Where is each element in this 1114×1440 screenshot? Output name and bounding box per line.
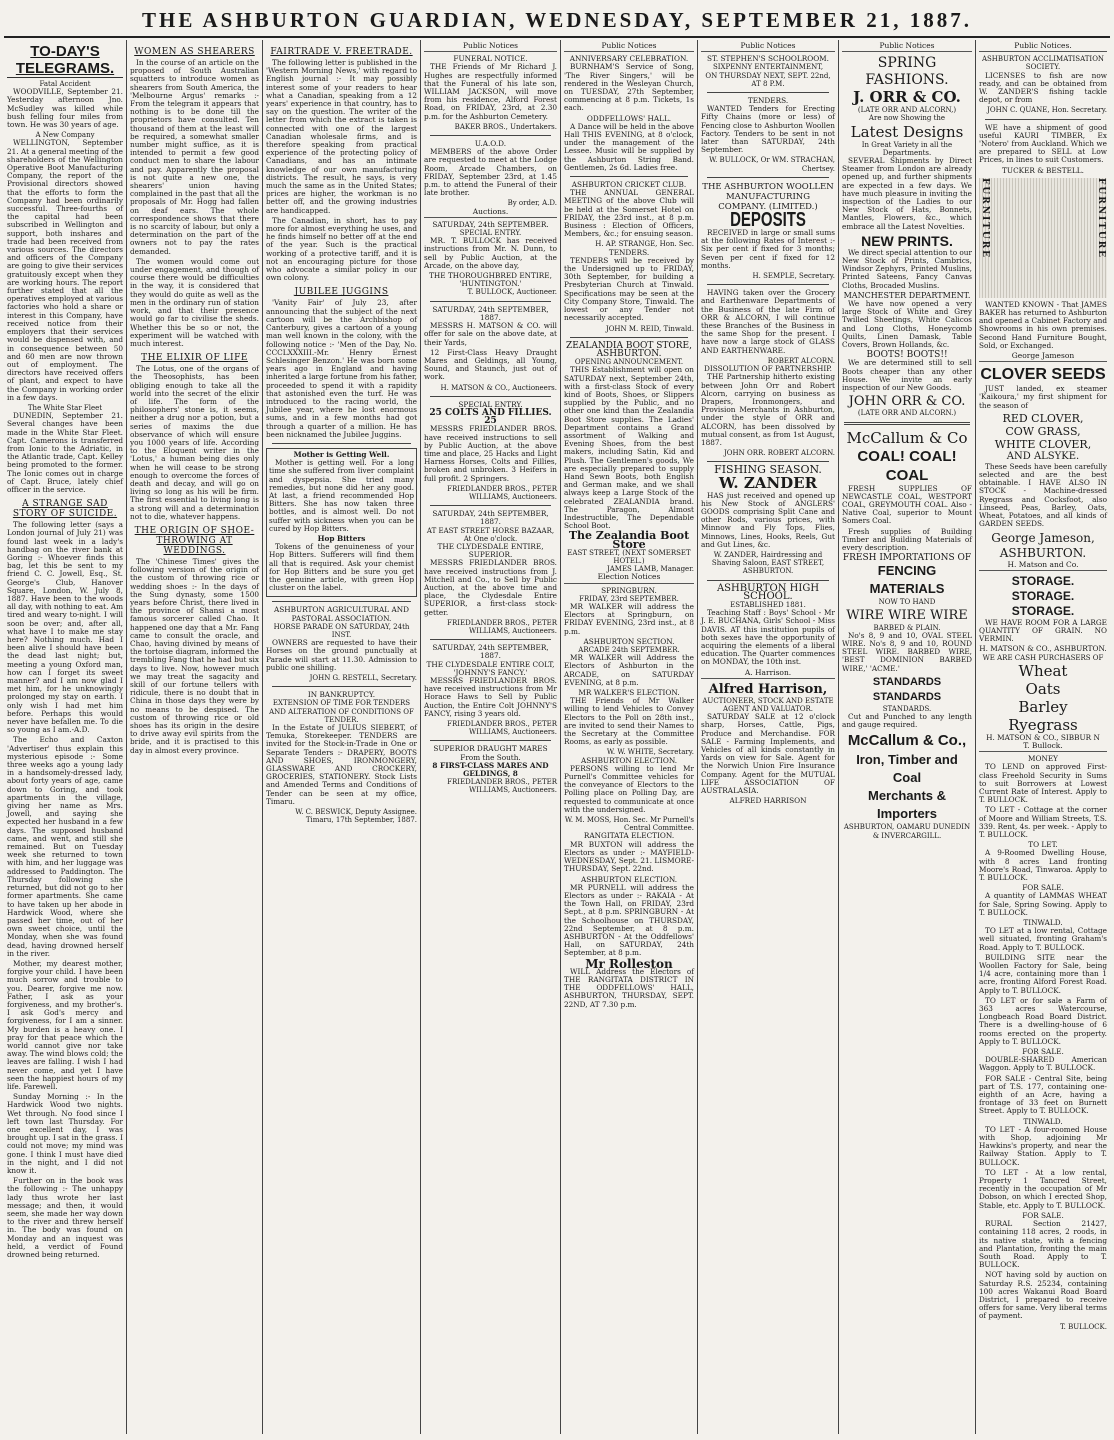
advertiser-subname: (LATE ORR AND ALCORN.) bbox=[857, 409, 957, 418]
article-paragraph: In the course of an article on the proposed of South Australian squatters to introduce women as shearers from South America, the 'Melbourne Argus' remarks :- From the telegram it appears that nothing is to be done till the proprietors have consulted. Ten thousand of them at the least will be required, a somewhat smaller number might suffice, as it is intended to permit a few good conduct men to share the labour and pay. Apparently the proposal is not quite a new one, the shearers' union having complained in the past that all the proposals of Mr. Hogg had fallen on deaf ears. The whole correspondence shows that there is no scarcity of labour, but only a determination on the part of the owners not to pay the rates demanded. bbox=[130, 58, 259, 256]
divider bbox=[707, 92, 829, 93]
notice-text: WILL Address the Electors of THE RANGITATA DISTRICT IN THE ODDFELLOWS' HALL, ASHBURTON, THURSDAY, SEPT. 22ND, AT 7.30 p.m. bbox=[564, 966, 694, 1009]
ad-subheading: FRESH IMPORTATIONS OF bbox=[842, 553, 972, 564]
notice-text: THE Friends of Mr Walker willing to lend Vehicles to Convey Electors to the Poll on 28th inst., are invited to send their Names to the Secretary at the Committee Rooms, as early as possible. bbox=[564, 696, 694, 747]
notice-heading: ASHBURTON SECTION. bbox=[583, 636, 675, 646]
notice-signature: BAKER BROS., Undertakers. bbox=[454, 122, 557, 131]
notice-date: ARCADE 24th SEPTEMBER. bbox=[578, 646, 680, 655]
notice-text: A quantity of LAMMAS WHEAT for Sale, Spring Sowing. Apply to T. BULLOCK. bbox=[979, 891, 1107, 917]
notice-text: TO LET - A four-roomed House with Shop, adjoining Mr Hawkins's property, and near the Railway Station. Apply to T. BULLOCK. bbox=[979, 1124, 1107, 1167]
advertiser-name: J. ORR & CO. bbox=[853, 88, 961, 107]
column-header: Public Notices bbox=[564, 42, 694, 52]
notice-heading: ZEALANDIA BOOT STORE, ASHBURTON. bbox=[566, 340, 692, 359]
notice-heading: DEPOSITS bbox=[730, 208, 806, 232]
notice-date: FRIDAY, 23rd SEPTEMBER. bbox=[579, 594, 679, 603]
ad-headline: STORAGE. bbox=[1011, 603, 1075, 618]
ad-text: These Seeds have been carefully selected and are the best obtainable. I HAVE ALSO IN STOCK - Machine-dressed Ryegrass and Cocksfoot, also Linseed, Peas, Barley, Oats, Wheat, Potatoes, and all kinds of GARDEN SEEDS. bbox=[979, 461, 1107, 529]
notice-signature: ROBERT ALCORN. bbox=[767, 356, 835, 365]
divider bbox=[707, 177, 829, 178]
ad-text: In Great Variety in all the Departments. bbox=[861, 140, 953, 157]
article-paragraph: The following letter (says a London journal of July 21) was found last week in a lady's handbag on the river bank at Goring :- Whoever finds this bag, let this be sent to my friend C. C. Jowell, Esq., St. George's Club, Hanover Square, London, W. July 8, 1887. Have been to the woods all day, with nothing to eat. Am tired and weary to-night. I will soon be over; and, after all, what have I to make me stay here? Nothing much. Had I been alive I should have been the dead last night; but, meeting a young Oxford man, how can I forget its sweet manner? and I am now glad I met him, for he unknowingly prolonged my stay on earth. I only wish I had met him before. Perhaps this would never have befallen me. To die so young as I am.-A.D. bbox=[7, 520, 123, 735]
article-paragraph: WELLINGTON, September 21. At a general meeting of the shareholders of the Wellington Operative Boot Manufacturing Company, the report of the Provisional directors showed that the efforts to form the Company had been ordinarily successful. Three-fourths of the capital had been subscribed in Wellington and support, both inshares and trade had been received from various sources. The directors and officers of the Company are going to give their services gratuitously except when they are working hours. The report further stated that all the operatives employed at various factories who hold a share or interest in this Company, have received notice from their employers that their services would be dispensed with, and in consequence between 50 and 60 men are now thrown out of employment. The directors have received offers of plant, and expect to have the Company in working order in a few days. bbox=[7, 138, 123, 402]
notice-heading: TINWALD. bbox=[1023, 1116, 1063, 1126]
notice-heading: FOR SALE. bbox=[1022, 1047, 1064, 1057]
furniture-illustration bbox=[979, 178, 1107, 298]
notice-text: LICENSES to fish are now ready, and can be obtained from W. ZANDER'S fishing tackle depot, or from bbox=[979, 70, 1107, 105]
notice-text: MR WALKER will address the Electors at Springburn, on FRIDAY EVENING, 23rd inst., at 8 p.m. bbox=[564, 602, 694, 636]
notice-signature: FRIEDLANDER BROS., PETER WILLIAMS, Auctioneers. bbox=[447, 618, 557, 635]
notice-signature: ALFRED HARRISON bbox=[729, 796, 807, 806]
ad-headline: STORAGE. STORAGE. bbox=[1011, 573, 1075, 603]
column-notices-4 bbox=[976, 40, 1110, 1436]
ad-text: We have now opened a very large Stock of White and Grey Twilled Sheetings, White Calicos and Long Cloths, Honeycomb Quilts, Linen Damask, Table Covers, Brown Hollands, &c. bbox=[842, 299, 972, 350]
grain-name: Barley bbox=[1018, 697, 1068, 716]
article-paragraph: The Canadian, in short, has to pay more for almost everything he uses, and he finds himself no better off at the end of the year. Such is the practical working of a protective tariff, and it is not an encouraging picture for those who advocate a similar policy in our own colony. bbox=[266, 215, 417, 283]
notice-text: RURAL Section 21427, containing 118 acres, 2 roods, in its native state, with a fencing and Plantation, fronting the main South Road. Apply to T. BULLOCK. bbox=[979, 1219, 1107, 1270]
grain-name: Oats bbox=[1025, 679, 1061, 698]
notice-text: TENDERS will be received by the Undersigned up to FRIDAY, 30th September, for building a Presbyterian Church at Tinwald. Specifications may be seen at the City Company Store, Tinwald. The lowest or any Tender not necessarily accepted. bbox=[564, 255, 694, 323]
notice-heading: RANGITATA ELECTION. bbox=[583, 831, 675, 841]
ad-text: BARBED & PLAIN. bbox=[873, 623, 941, 632]
notice-signature: FRIEDLANDER BROS., PETER WILLIAMS, Auctioneers. bbox=[447, 484, 557, 501]
notice-text: DOUBLE-SHARED American Waggon. Apply to T. BULLOCK. bbox=[979, 1055, 1107, 1073]
auction-lot: THE THOROUGHBRED ENTIRE, 'HUNTINGTON.' bbox=[429, 271, 552, 289]
ad-headline: CLOVER SEEDS bbox=[980, 366, 1106, 384]
notice-signature: W. W. WHITE, Secretary. bbox=[606, 748, 694, 757]
notice-heading: ASHBURTON HIGH SCHOOL. bbox=[716, 582, 820, 602]
notice-heading: U.A.O.D. bbox=[474, 139, 507, 149]
auction-date: SATURDAY, 24th SEPTEMBER, 1887. bbox=[432, 304, 549, 322]
column-notices-1 bbox=[421, 40, 560, 1436]
notice-heading: ASHBURTON ACCLIMATISATION SOCIETY. bbox=[981, 55, 1105, 72]
notice-text: In the Estate of JULIUS SIEBERT, of Temuka, Storekeeper. TENDERS are invited for the Stock-in-Trade in One or Separate Tenders :- DRAPERY, BOOTS AND SHOES, IRONMONGERY, GLASSWARE AND CROCKERY, GROCERIES, STATIONERY. Stock Lists and Amended Terms and Conditions of Tender can be seen at my office, Timaru. bbox=[266, 723, 417, 806]
column-header: Public Notices. bbox=[979, 42, 1107, 52]
notice-signature: W. ZANDER, Hairdressing and Shaving Saloon, EAST STREET, ASHBURTON. bbox=[711, 550, 825, 576]
notice-signature: W. BULLOCK, Or WM. STRACHAN, Chertsey. bbox=[709, 156, 835, 173]
company-name: THE ASHBURTON WOOLLEN MANUFACTURING COMPANY. (LIMITED.) bbox=[702, 181, 834, 212]
advertiser-name: McCallum & Co., bbox=[847, 732, 967, 750]
auction-date: SPECIAL ENTRY. bbox=[458, 399, 523, 409]
notice-text: THE Partnership hitherto existing between John Orr and Robert Alcorn, carrying on business as Drapers, Ironmongers, and Provision Merchants in Ashburton, under the style of ORR and ALCORN, has been dissolved by mutual consent, as from 1st August, 1887. bbox=[701, 372, 835, 447]
notice-text: MESSRS H. MATSON & CO. will offer for sale on the above date, at their Yards, bbox=[424, 321, 557, 347]
notice-subheading: OPENING ANNOUNCEMENT. bbox=[574, 358, 684, 367]
auction-place: AT EAST STREET HORSE BAZAAR, At One o'clock. bbox=[426, 526, 555, 543]
article-heading: THE ORIGIN OF SHOE-THROWING AT WEDDINGS. bbox=[134, 525, 255, 556]
notice-signature: FRIEDLANDER BROS., PETER WILLIAMS, Auctioneers. bbox=[447, 778, 557, 795]
ad-text: Tokens of the genuineness of your Hop Bitters. Sufferers will find them all that is required. Ask your chemist for Hop Bitters and be sure you get the genuine article, with green Hop cluster on the label. bbox=[269, 542, 414, 593]
column-header: George Jameson bbox=[979, 352, 1107, 362]
column-header: Public Notices bbox=[424, 42, 557, 52]
notice-heading: FOR SALE. bbox=[1022, 1210, 1064, 1220]
notice-text: A 9-Roomed Dwelling House, with 8 acres Land fronting Moore's Road, Tinwaroa. Apply to T. BULLOCK. bbox=[979, 848, 1107, 882]
column-header: H. Matson and Co. bbox=[979, 561, 1107, 571]
column-header: A. Harrison. bbox=[701, 669, 835, 679]
column-notices-2 bbox=[561, 40, 697, 1436]
column-header: Auctions. bbox=[424, 208, 557, 218]
article-heading: FAIRTRADE V. FREETRADE. bbox=[270, 47, 413, 57]
notice-subheading: HORSE PARADE ON SATURDAY, 24th INST. bbox=[273, 622, 410, 639]
side-label: FURNITURE bbox=[980, 177, 991, 259]
ad-text: ASHBURTON, OAMARU DUNEDIN & INVERCARGILL. bbox=[843, 823, 971, 840]
divider bbox=[430, 740, 551, 741]
notice-text: SATURDAY SALE at 12 o'clock sharp, Horses, Cattle, Pigs, Produce and Merchandise. FOR SALE - Farming Implements, and Vehicles of all kinds constantly in Yards on view for Sale. Agent for the Norwich Union Fire Insurance Company. Agent for the MUTUAL LIFE ASSOCIATION OF AUSTRALASIA. bbox=[701, 712, 835, 796]
seed-name: WHITE CLOVER, bbox=[994, 437, 1092, 451]
notice-text: BURNHAM'S Service of Song, 'The River Singers,' will be rendered in the Wesleyan Church, on TUESDAY, 27th September, commencing at 8 p.m. Tickets, 1s each. bbox=[564, 62, 694, 113]
advertiser-name: George Jameson, ASHBURTON. bbox=[991, 530, 1095, 560]
divider bbox=[430, 396, 551, 397]
notice-text: ON THURSDAY NEXT, SEPT. 22nd, AT 8 P.M. bbox=[705, 71, 831, 88]
notice-text: THIS Establishment will open on SATURDAY next, September 24th, with a first-class Stock of every kind of Boots, Shoes, or Slippers supplied by the Public, and no other one kind than the Zealandia Boot Store supplies. The Ladies' Department contains a Grand assortment of Walking and Evening Shoes, from the best makers, including Satin, Kid and Plush. The Gentlemen's goods, We are especially prepared to supply Hand Sewn Boots, both English and German make, and we shall always keep a Large Stock of the celebrated ZEALANDIA brand. The Paragon, Almost Indestructible, The Dependable School Boot. bbox=[564, 365, 694, 531]
advertiser-name: JOHN ORR & CO. bbox=[848, 394, 966, 410]
notice-heading: TENDERS. bbox=[747, 96, 789, 106]
side-label: FURNITURE bbox=[1096, 177, 1106, 259]
column-orr-mccallum bbox=[839, 40, 975, 1436]
notice-signature: JOHN C. QUANE, Hon. Secretary. bbox=[987, 106, 1107, 115]
auction-date: SATURDAY, 24th SEPTEMBER, 1887. bbox=[432, 643, 549, 661]
article-paragraph: The following letter is published in the 'Western Morning News,' with regard to English journal :- It may possibly interest some of your readers to hear what a Canadian, speaking from a 12 years' experience in that country, has to say on the question. The writer of the letter from which the extract is taken is connected with one of the largest Canadian wholesale firms, and is therefore speaking from practical experience of the protecting policy of Canadians, and has an intimate knowledge of our own manufacturing districts. The result, he says, is very much the same as in the United States; prices are higher, the workman is no better off, and the growing industries are handicapped. bbox=[266, 58, 417, 215]
ad-text: WE HAVE ROOM FOR A LARGE QUANTITY OF GRAIN. NO VERMIN. bbox=[979, 617, 1107, 644]
notice-heading: MONEY bbox=[1028, 754, 1058, 764]
ad-headline: Latest Designs bbox=[850, 122, 964, 141]
notice-heading: TENDERS. bbox=[608, 247, 650, 257]
notice-text: MR WALKER will Address the Electors of Ashburton in the ARCADE, on SATURDAY EVENING, at 8 p.m. bbox=[564, 653, 694, 687]
notice-text: TO LET - Cottage at the corner of Moore and William Streets, T.S. 339. Rent, 4s. per week. - Apply to T. BULLOCK. bbox=[979, 805, 1107, 839]
notice-heading: TO LET. bbox=[1028, 840, 1058, 850]
auction-lot: 25 COLTS AND FILLIES. 25 bbox=[429, 407, 552, 427]
article-paragraph: DUNEDIN, September 21. Several changes have been made in the White Star Fleet. Capt. Camerons is transferred from Ionic to the Adriatic, in the Atlantic trade, Capt. Kelley being promoted to the former. The Ionic comes out in charge of Capt. Bruce, lately chief officer in the service. bbox=[7, 411, 123, 494]
notice-text: A Dance will be held in the above Hall THIS EVENING, at 8 o'clock, under the management of the Lessee. Music will be supplied by the Ashburton String Band. Gentlemen, 2s 6d. Ladies free. bbox=[564, 121, 694, 172]
notice-text: BUILDING SITE near the Woollen Factory for Sale, being 1/4 acre, containing more than 1 acre, fronting Alford Forest Road. Apply to T. BULLOCK. bbox=[979, 952, 1107, 995]
column-header: Public Notices bbox=[701, 42, 835, 52]
notice-heading: ANNIVERSARY CELEBRATION. bbox=[569, 54, 689, 64]
ad-text: WE ARE CASH PURCHASERS OF bbox=[982, 653, 1104, 662]
ad-headline: STANDARDS STANDARDS bbox=[872, 675, 942, 703]
advertisement bbox=[266, 448, 417, 597]
notice-text: MR PURNELL will address the Electors as under :- RAKAIA - At the Town Hall, on FRIDAY, 23rd Sept., at 8 p.m. SPRINGBURN - At the Schoolhouse on THURSDAY, 22nd September, at 8 p.m. ASHBURTON - At the Oddfellows' Hall, on SATURDAY, 24th September, at 8 p.m. bbox=[564, 882, 694, 958]
notice-text: MESSRS FRIEDLANDER BROS. have received instructions to sell by Public Auction, at the above time and place, 25 Hacks and Light Harness Horses, Colts and Fillies, broken and unbroken. 3 Heifers in full profit. 2 Springers. bbox=[424, 424, 557, 483]
notice-text: HAS just received and opened up his New Stock of ANGLERS' GOODS comprising Split Cane and other Rods, various prices, with Minnow and Fly Tops, Flies, Minnows, Lines, Hooks, Reels, Gut and Gut Lines, &c. bbox=[701, 490, 835, 549]
ad-text: We direct special attention to our New Stock of Prints, Cambrics, Windsor Zephyrs, Printed Muslins, Printed Sateens, Fancy Canvas Cloths, Brocaded Muslins. bbox=[842, 247, 972, 290]
ad-text: Mother is getting well. For a long time she suffered from liver complaint and dyspepsia. She tried many remedies, but none did her any good. At last, a friend recommended Hop Bitters. She has now taken three bottles, and is almost well. Do not suffer with sickness when you can be cured by Hop Bitters. bbox=[269, 458, 414, 533]
auction-lot: 8 FIRST-CLASS MARES AND GELDINGS, 8 bbox=[432, 760, 549, 779]
seed-name: RED CLOVER, bbox=[1002, 411, 1084, 425]
notice-text: WANTED Tenders for Erecting Fifty Chains (more or less) of Fencing close to Ashburton Woollen Factory. Tenders to be sent in not later than SATURDAY, 24th September. bbox=[701, 104, 835, 155]
notice-text: RECEIVED in large or small sums at the following Rates of Interest :- Six per cent if fixed for 3 months; Seven per cent if fixed for 12 months. bbox=[701, 228, 835, 270]
ad-headline: COAL! COAL! COAL bbox=[857, 447, 957, 484]
notice-text: PERSONS willing to lend Mr Purnell's Committee vehicles for the conveyance of Electors to the Polling place on Polling Day, are requested to communicate at once with the undersigned. bbox=[564, 763, 694, 814]
notice-signature: W. M. MOSS, Hon. Sec. Mr Purnell's Central Committee. bbox=[564, 816, 694, 833]
masthead bbox=[0, 0, 1114, 40]
article-paragraph: 'Vanity Fair' of July 23, after announcing that the subject of the next cartoon will be the Archbishop of Canterbury, gives a cartoon of a young man well known in the colony, with the following notice :- 'Men of the Day, No. CCCLXXXIII.-Mr. Henry Ernest Schlesinger Benzon.' He was born some years ago in England and having inherited a large fortune from his father, proceeded to spend it with a rapidity that astonished even the turf. He was introduced to the racing world, the Jubilee year, where he lost enormous sums, and in a few months had got through a quarter of a million. He has been nicknamed the Jubilee Juggins. bbox=[266, 298, 417, 439]
notice-heading: ODDFELLOWS' HALL. bbox=[586, 113, 672, 123]
grain-name: Wheat bbox=[1018, 661, 1068, 680]
auction-lot: SUPERIOR DRAUGHT MARES From the South. bbox=[433, 744, 548, 762]
divider bbox=[430, 639, 551, 640]
notice-text: OWNERS are requested to have their Horses on the ground punctually at Parade will start at 11.30. Admission to public one shilling. bbox=[266, 638, 417, 672]
ad-text: STANDARDS. bbox=[882, 704, 932, 713]
ad-text: SEVERAL Shipments by Direct Steamer from London are already opened up, and further shipments are expected in a few days. We have much pleasure in inviting the inspection of the Ladies to our New Stock of Hats, Bonnets, Mantles, Flowers, &c., which embrace all the Latest Novelties. bbox=[842, 156, 972, 231]
notice-text: HAVING taken over the Grocery and Earthenware Departments of the Business of the late Firm of ORR & ALCORN, I will continue these Branches of the Business in the same Shop for the present. I have now a large stock of GLASS AND EARTHENWARE. bbox=[701, 288, 835, 355]
notice-signature: W. C. BESWICK, Deputy Assignee. Timaru, 17th September, 1887. bbox=[295, 808, 417, 825]
auction-lot: 12 First-Class Heavy Draught Mares and Geldings, all Young, Sound, and Staunch, just out of work. bbox=[424, 347, 557, 382]
notice-signature: H. SEMPLE, Secretary. bbox=[752, 272, 835, 281]
ad-headline: FENCING MATERIALS bbox=[869, 563, 945, 597]
ad-text: NOW TO HAND bbox=[878, 598, 936, 607]
notice-heading: ST. STEPHEN'S SCHOOLROOM. bbox=[707, 54, 829, 64]
notice-heading: DISSOLUTION OF PARTNERSHIP. bbox=[704, 364, 832, 374]
article-paragraph: The Lotus, one of the organs of the Theosophists, has been obliging enough to take all the world into the secret of the elixir of life. The form of the philosophers' stone is, it seems, neither a drug nor a potion, but a series of maxims the due observance of which will ensure you 1000 years of life. According to the Eloquent writer in the 'Lotus,' a human being dies only when he will cease to be strong enough to overcome the forces of death and decay, and will go on living so long as his will be firm. The first essential to living long is a strong will and a determination not to die, whatever happens. bbox=[130, 364, 259, 521]
auction-date: SATURDAY, 24th SEPTEMBER. bbox=[432, 219, 549, 229]
ad-text: Cut and Punched to any length and gauge required. bbox=[842, 711, 972, 730]
article-heading: A STRANGE SAD STORY OF SUICIDE. bbox=[12, 499, 118, 520]
divider bbox=[272, 686, 411, 687]
notice-text: WANTED KNOWN - That JAMES BAKER has returned to Ashburton and opened a Cabinet Factory and Showrooms in his own premises. Second Hand Furniture Bought, Sold, or Exchanged. bbox=[979, 299, 1107, 350]
notice-heading: TINWALD. bbox=[1023, 917, 1063, 927]
notice-text: TO LET - At a low rental, Property 1 Tancred Street, recently in the occupation of Mr Dobson, on which I erected Shop, Stable, etc. Apply to T. BULLOCK. bbox=[979, 1167, 1107, 1210]
ad-headline: Iron, Timber and Coal bbox=[856, 752, 958, 786]
advertiser-name: H. MATSON & CO., SIBBUR N bbox=[986, 732, 1100, 742]
ad-heading: Mother is Getting Well. bbox=[293, 449, 390, 459]
notice-heading: ASHBURTON AGRICULTURAL AND PASTORAL ASSOCIATION. bbox=[274, 605, 409, 623]
notice-signature: JOHN M. REID, Tinwald. bbox=[605, 324, 694, 333]
section-heading: TO-DAY'S TELEGRAMS. bbox=[7, 43, 123, 78]
ad-headline: WIRE WIRE WIRE bbox=[846, 607, 968, 623]
advertiser-subname: (LATE ORR AND ALCORN,) bbox=[857, 106, 957, 115]
divider bbox=[707, 580, 829, 581]
notice-signature: H. AP. STRANGE, Hon. Sec. bbox=[595, 240, 694, 249]
divider bbox=[430, 301, 551, 302]
divider bbox=[430, 135, 551, 136]
notice-text: MEMBERS of the above Order are requested to meet at the Lodge Room, Arcade Chambers, on FRIDAY, September 23rd, at 1.45 p.m. to attend the Funeral of their late brother. bbox=[424, 147, 557, 198]
notice-subheading: AUCTIONEER, STOCK AND ESTATE AGENT AND VALUATOR. bbox=[702, 696, 834, 713]
divider bbox=[570, 176, 688, 177]
article-paragraph: Sunday Morning :- In the Hardwick Wood two nights. Wet through. No food since I left town last Thursday. For one excellent day, I was brought up. I sat in the grass. I could not move; my mind was gone. I think I must have died in the night, and I did not know it. bbox=[7, 1092, 123, 1175]
notice-text: MR BUXTON will address the Electors as under :- MAYFIELD-WEDNESDAY, Sept. 21. LISMORE-THURSDAY, Sept. 22nd. bbox=[564, 839, 694, 874]
column-header: T. Bullock. bbox=[979, 742, 1107, 752]
notice-signature: FRIEDLANDER BROS., PETER WILLIAMS, Auctioneers. bbox=[447, 720, 557, 737]
divider bbox=[707, 461, 829, 462]
article-paragraph: The 'Chinese Times' gives the following version of the origin of the custom of throwing rice or wedding shoes :- In the days of the Sung dynasty, some 1500 years before Christ, there lived in the province of Shansi a most famous sorcerer called Chao. It happened one day that a Mr. Fang came to consult the oracle, and Chao, having divined by means of the tortoise diagram, informed the trembling Fang that he had but six days to live. Now, however much we may treat the sagacity and skill of our fortune tellers with ridicule, there is no doubt that in China in those days they were by no means to be despised. The custom of throwing rice or old shoes has its origin in the desire to drive away evil spirits from the bride, and it is practised to this day in almost every province. bbox=[130, 556, 259, 755]
notice-text: MESSRS FRIEDLANDER BROS. have received instructions from J. Mitchell and Co., to Sell by Public Auction, at the above time and place, the Clydesdale Entire SUPERIOR, a first-class stock-getter. bbox=[424, 558, 557, 617]
notice-heading: ASHBURTON CRICKET CLUB. bbox=[571, 180, 687, 190]
notice-signature: TUCKER & BESTELL. bbox=[1002, 165, 1084, 175]
article-paragraph: Further on in the book was the following :- The unhappy lady thus wrote her last message; and then, it would seem, she made her way down to the river and threw herself in. The body was found on Monday and an inquest was held, a verdict of Found drowned being returned. bbox=[7, 1176, 123, 1260]
notice-text: TO LET at a low rental, Cottage well situated, fronting Graham's Road. Apply to T. BULLOCK. bbox=[979, 926, 1107, 952]
subheading: A New Company bbox=[35, 131, 95, 140]
notice-signature: JOHN G. RESTELL, Secretary. bbox=[309, 674, 417, 683]
ad-headline: Merchants & Importers bbox=[867, 788, 947, 822]
advertiser-name: W. ZANDER bbox=[718, 473, 818, 492]
seed-name: AND ALSYKE. bbox=[1006, 450, 1080, 462]
article-paragraph: The women would come out under engagement, and though of course there would be difficulties in the way, it is considered that they would do quite as well as the men in the ordinary run of station work, and that their presence would go far to civilise the sheds. Whether this be so or not, the experiment will be watched with much interest. bbox=[130, 256, 259, 348]
divider bbox=[707, 284, 829, 285]
notice-heading: Mr Rolleston bbox=[585, 956, 673, 971]
column-articles bbox=[127, 40, 262, 1436]
article-paragraph: WOODVILLE, September 21. Yesterday afternoon Jno. McSudley was killed while bush felling four miles from town. He was 30 years of age. bbox=[7, 87, 123, 130]
notice-text: THE Friends of Mr Richard J. Hughes are respectfully informed that the Funeral of his late son, WILLIAM JACKSON, will move from his residence, Alford Forest Road, on FRIDAY, 23rd, at 2.30 p.m. for the Ashburton Cemetery. bbox=[424, 62, 557, 121]
article-heading: JUBILEE JUGGINS bbox=[294, 287, 389, 298]
ad-subheading: BOOTS! BOOTS!! bbox=[866, 350, 948, 361]
ad-text: FRESH SUPPLIES OF NEWCASTLE COAL, WESTPORT COAL, GREYMOUTH COAL. Also - Native Coal, superior to Mount Somers Coal. bbox=[842, 483, 972, 526]
notice-heading: FOR SALE. bbox=[1022, 883, 1064, 893]
divider bbox=[570, 337, 688, 338]
auction-title: SPECIAL ENTRY. bbox=[459, 229, 522, 238]
notice-text: THE ANNUAL GENERAL MEETING of the above Club will be held at the Somerset Hotel on FRIDAY, the 23rd inst., at 8 p.m. Business : Election of Officers, Members, &c.; for ensuing season. bbox=[564, 188, 694, 239]
notice-text: FOR SALE - Central Site, being part of T.S. 177, containing one-eighth of an Acre, having a frontage of 33 feet on Burnett Street. Apply to T. BULLOCK. bbox=[979, 1073, 1107, 1116]
article-heading: WOMEN AS SHEARERS bbox=[134, 47, 255, 57]
notice-signature: JAMES LAMB, Manager. bbox=[606, 565, 694, 574]
column-header: Public Notices bbox=[842, 42, 972, 52]
advertiser-name: Alfred Harrison, bbox=[708, 681, 828, 697]
notice-text: TO LEND on approved First-class Freehold Security in Sums to suit Borrowers at Lowest Current Rate of Interest. Apply to T. BULLOCK. bbox=[979, 762, 1107, 805]
store-name: The Zealandia Boot Store bbox=[568, 529, 690, 551]
grain-name: Ryegrass bbox=[1008, 715, 1078, 734]
notice-heading: IN BANKRUPTCY. bbox=[307, 690, 376, 700]
column-fairtrade bbox=[263, 40, 420, 1436]
notice-subheading: SIXPENNY ENTERTAINMENT, bbox=[712, 63, 824, 72]
ad-headline: SPRING FASHIONS. bbox=[865, 55, 949, 89]
notice-text: MESSRS FRIEDLANDER BROS. have received instructions from Mr Horace Haws to Sell by Public Auction, the Entire Colt JOHNNY'S FANCY, rising 3 years old. bbox=[424, 676, 557, 718]
ad-heading: Hop Bitters bbox=[317, 533, 366, 543]
ad-text: We are determined still to sell Boots cheaper than any other House. We invite an early inspection of our New Goods. bbox=[842, 358, 972, 393]
newspaper-title: THE ASHBURTON GUARDIAN, WEDNESDAY, SEPTEMBER 21, 1887. bbox=[142, 8, 972, 32]
notice-heading: SPRINGBURN. bbox=[601, 585, 657, 595]
ad-headline: NEW PRINTS. bbox=[861, 232, 953, 249]
notice-signature: T. BULLOCK, Auctioneer. bbox=[467, 288, 557, 297]
article-paragraph: The Echo and Caxton 'Advertiser' thus explain this mysterious episode :- Some three weeks ago a young lady in a handsomely-dressed lady, about forty years of age, came down to Goring, and took apartments in the village, giving her name as Mrs. Jowell, and saying she expected her husband in a few days. The supposed husband came, and went, and still she remained. But on Tuesday week she returned to town with him, and her luggage was addressed to Paddington. The Thursday following she returned, but did not go to her former apartments. She came to have taken up her abode in Hardwick Wood, where she passed her time, out of her own sweet choice, until the Monday, when she was found dead, having drowned herself in the river. bbox=[7, 735, 123, 958]
article-paragraph: Mother, my dearest mother, forgive your child. I have been much sorrow and trouble to you. Dearer, forgive me now. Father, I ask as your forgiveness, and my brother's. I ask God's mercy and forgiveness, for I am a sinner. My burden is a heavy one. I pray for that peace which the world cannot give nor take away. The wind blows cold; the leaves are falling. I wish I had never come, and yet I have seen the happiest hours of my life. Farewell. bbox=[7, 958, 123, 1091]
ad-text: JUST landed, ex steamer 'Kaikoura,' my first shipment for the season of bbox=[979, 384, 1107, 410]
column-header: Election Notices bbox=[564, 573, 694, 583]
notice-text: Teaching Staff : Boys' School - Mr J. E. BUCHANA, Girls' School - Miss DAVIS. AT this institution pupils of both sexes have the opportunity of acquiring the elements of a liberal education. The Quarter commences on MONDAY, the 10th inst. bbox=[701, 608, 835, 667]
auction-lot: THE CLYDESDALE ENTIRE, SUPERIOR. bbox=[437, 541, 544, 560]
notice-text: NOT having sold by auction on Saturday R.S. 25234, containing 100 acres Wakanui Road Board District, I prepared to receive offers for same. Very liberal terms of payment. bbox=[979, 1270, 1107, 1321]
notice-text: MR. T. BULLOCK has received instructions from Mr. N. Dunn, to sell by Public Auction, at the Arcade, on the above day, bbox=[424, 236, 557, 270]
divider bbox=[272, 443, 411, 444]
divider bbox=[844, 422, 970, 425]
notice-heading: FISHING SEASON. bbox=[714, 463, 822, 477]
subheading: Fatal Accident bbox=[39, 80, 91, 88]
notice-subheading: ESTABLISHED 1881. bbox=[730, 600, 806, 609]
column-telegrams bbox=[4, 40, 126, 1436]
notice-heading: FUNERAL NOTICE. bbox=[453, 54, 528, 64]
notice-text: WE have a shipment of good useful KAURI TIMBER, Ex 'Notero' from Auckland. Which we are prepared to SELL at Low Prices, in lines to suit Customers. bbox=[979, 122, 1107, 165]
divider bbox=[430, 505, 551, 506]
divider bbox=[985, 119, 1101, 120]
ad-text: Fresh supplies of Building Timber and Building Materials of every description. bbox=[842, 526, 972, 552]
advertiser-name: McCallum & Co bbox=[846, 428, 968, 447]
notice-heading: ASHBURTON ELECTION. bbox=[580, 874, 678, 884]
ad-subheading: MANCHESTER DEPARTMENT. bbox=[843, 290, 971, 300]
notice-subheading: EXTENSION OF TIME FOR TENDERS AND ALTERATION OF CONDITIONS OF TENDER. bbox=[269, 699, 414, 724]
notice-signature: T. BULLOCK. bbox=[1060, 1322, 1107, 1331]
ad-text: No's 8, 9 and 10, OVAL STEEL WIRE. No's 8, 9 and 10, ROUND STEEL WIRE. BARBED WIRE, 'BEST DOMINION BARBED WIRE,' 'ACME.' bbox=[842, 630, 972, 673]
article-heading: THE ELIXIR OF LIFE bbox=[141, 353, 248, 364]
subheading: The White Star Fleet bbox=[27, 403, 103, 412]
auction-lot: THE CLYDESDALE ENTIRE COLT, 'JOHNNY'S FANCY.' bbox=[426, 659, 555, 677]
seed-name: COW GRASS, bbox=[1005, 424, 1081, 438]
notice-signature: By order, A.D. bbox=[507, 199, 557, 208]
auction-date: SATURDAY, 24th SEPTEMBER, 1887. bbox=[432, 509, 549, 527]
notice-signature: H. MATSON & CO., Auctioneers. bbox=[440, 383, 557, 392]
column-notices-3 bbox=[698, 40, 838, 1436]
ad-text: Are now Showing the bbox=[868, 114, 946, 123]
masthead-rule bbox=[4, 36, 1110, 38]
advertiser-name: H. MATSON & CO., ASHBURTON. bbox=[979, 644, 1107, 654]
notice-heading: ASHBURTON ELECTION. bbox=[580, 755, 678, 765]
divider bbox=[272, 601, 411, 602]
store-address: EAST STREET, (NEXT SOMERSET HOTEL.) bbox=[567, 548, 691, 565]
notice-text: TO LET or for sale a Farm of 363 acres Watercourse, Longbeach Road Board District. There is a dwelling-house of 6 rooms erected on the property. Apply to T. BULLOCK. bbox=[979, 995, 1107, 1046]
notice-signature: JOHN ORR. ROBERT ALCORN. bbox=[723, 449, 835, 458]
notice-heading: MR WALKER'S ELECTION. bbox=[578, 688, 680, 698]
